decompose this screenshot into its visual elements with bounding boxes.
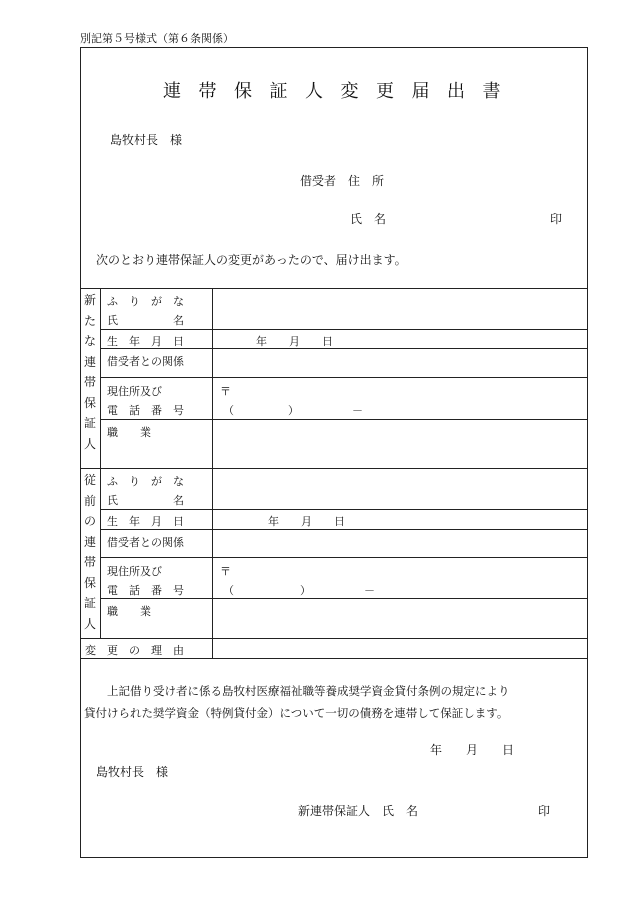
former-phone-label: 電 話 番 号 — [107, 584, 184, 597]
new-guarantor-section-label: 新たな連帯保証人 — [83, 293, 96, 451]
declaration-line-1: 上記借り受け者に係る島牧村医療福祉職等養成奨学資金貸付条例の規定により — [107, 684, 510, 698]
borrower-name-label: 氏 名 — [350, 212, 387, 226]
former-occupation-label: 職 業 — [107, 605, 151, 618]
former-phone-close: ） — [300, 584, 311, 597]
title-char: 保 — [234, 81, 252, 102]
form-frame — [80, 47, 588, 858]
borrower-address-label: 借受者 住 所 — [300, 174, 385, 188]
new-birthdate-value: 年 月 日 — [256, 335, 333, 348]
former-address-label: 現住所及び — [107, 565, 162, 578]
former-name-label: 氏 名 — [107, 494, 184, 507]
new-birthdate-label: 生 年 月 日 — [107, 335, 184, 348]
former-relation-label: 借受者との関係 — [107, 536, 184, 549]
title-char: 連 — [163, 81, 181, 102]
former-phone-open: （ — [223, 584, 234, 597]
new-name-label: 氏 名 — [107, 314, 184, 327]
title-char: 証 — [269, 81, 288, 102]
title-char: 変 — [340, 81, 359, 102]
row-line — [100, 557, 588, 558]
declaration-date: 年 月 日 — [430, 743, 515, 757]
row-line — [100, 529, 588, 530]
section-line — [80, 638, 588, 639]
former-furigana-label: ふ り が な — [107, 475, 184, 488]
borrower-seal: 印 — [550, 212, 563, 226]
col-line — [212, 288, 213, 658]
signer-seal: 印 — [538, 804, 551, 818]
new-phone-label: 電 話 番 号 — [107, 404, 184, 417]
title-char: 帯 — [198, 81, 217, 102]
title-char: 出 — [447, 81, 465, 102]
new-signer-label: 新連帯保証人 氏 名 — [298, 804, 419, 818]
title-char: 届 — [411, 81, 430, 102]
table-top-line — [80, 288, 588, 289]
row-line — [100, 377, 588, 378]
title-char: 人 — [305, 81, 323, 102]
new-phone-open: （ — [223, 404, 234, 417]
former-guarantor-section-label: 従前の連帯保証人 — [83, 473, 96, 631]
new-phone-close: ） — [288, 404, 299, 417]
former-postal-mark: 〒 — [220, 565, 231, 578]
addressee-2: 島牧村長 様 — [96, 765, 169, 779]
section-line — [80, 468, 588, 469]
intro-text: 次のとおり連帯保証人の変更があったので、届け出ます。 — [96, 253, 407, 267]
new-furigana-label: ふ り が な — [107, 295, 184, 308]
former-birthdate-value: 年 月 日 — [268, 515, 345, 528]
new-phone-dash: － — [352, 404, 363, 417]
row-line — [100, 598, 588, 599]
new-occupation-label: 職 業 — [107, 426, 151, 439]
reason-label: 変 更 の 理 由 — [85, 644, 184, 657]
form-reference: 別記第５号様式（第６条関係） — [80, 32, 234, 45]
form-title — [163, 77, 501, 103]
title-char: 書 — [482, 81, 501, 102]
declaration-line-2: 貸付けられた奨学資金（特例貸付金）について一切の債務を連帯して保証します。 — [84, 706, 509, 720]
new-address-label: 現住所及び — [107, 385, 162, 398]
row-line — [100, 419, 588, 420]
row-line — [100, 509, 588, 510]
title-char: 更 — [376, 81, 394, 102]
former-phone-dash: － — [364, 584, 375, 597]
new-relation-label: 借受者との関係 — [107, 355, 184, 368]
former-birthdate-label: 生 年 月 日 — [107, 515, 184, 528]
row-line — [100, 329, 588, 330]
addressee: 島牧村長 様 — [110, 133, 183, 147]
col-line — [100, 288, 101, 638]
new-postal-mark: 〒 — [220, 385, 231, 398]
table-bottom-line — [80, 658, 588, 659]
